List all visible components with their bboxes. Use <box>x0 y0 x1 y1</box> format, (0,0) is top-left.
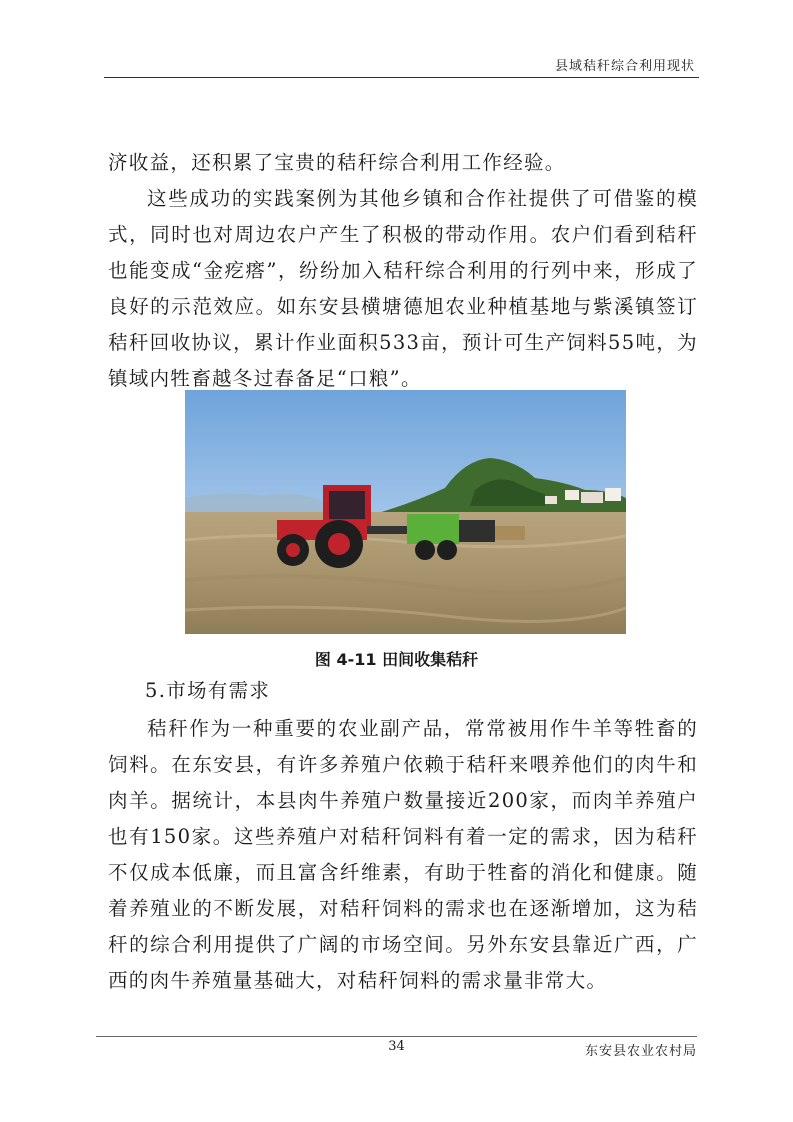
distant-hills <box>185 493 325 514</box>
village-house-3 <box>605 488 621 501</box>
straw-bale <box>495 526 525 540</box>
village-house-1 <box>565 490 579 500</box>
baler-body <box>407 514 459 544</box>
footer-organization: 东安县农业农村局 <box>584 1044 697 1059</box>
figure-caption: 图 4-11 田间收集秸秆 <box>314 650 479 669</box>
field-straw-baling-photo <box>185 390 626 634</box>
tractor-hitch <box>367 526 407 534</box>
body-paragraph-2: 这些成功的实践案例为其他乡镇和合作社提供了可借鉴的模式，同时也对周边农户产生了积极的带动作用。农户们看到秸秆也能变成“金疙瘩”，纷纷加入秸秆综合利用的行列中来，形成了良好的示范效应。如东安县横塘德旭农业种植基地与紫溪镇签订秸秆回收协议，累计作业面积533亩，预计可生产饲料55吨，为镇域内牲畜越冬过春备足“口粮”。 <box>108 187 698 390</box>
village-house-4 <box>545 496 557 504</box>
baler-wheel <box>415 540 435 560</box>
photo-illustration <box>185 390 626 634</box>
running-header-title: 县域秸秆综合利用现状 <box>554 59 695 74</box>
section-heading: 5.市场有需求 <box>145 679 271 702</box>
header-divider <box>104 77 699 78</box>
body-paragraph-1: 济收益，还积累了宝贵的秸秆综合利用工作经验。 <box>108 151 566 174</box>
page-number: 34 <box>388 1039 405 1054</box>
body-paragraph-3: 秸秆作为一种重要的农业副产品，常常被用作牛羊等牲畜的饲料。在东安县，有许多养殖户依赖于秸秆来喂养他们的肉牛和肉羊。据统计，本县肉牛养殖户数量接近200家，而肉羊养殖户也有150家。这些养殖户对秸秆饲料有着一定的需求，因为秸秆不仅成本低廉，而且富含纤维素，有助于牲畜的消化和健康。随着养殖业的不断发展，对秸秆饲料的需求也在逐渐增加，这为秸秆的综合利用提供了广阔的市场空间。另外东安县靠近广西，广西的肉牛养殖量基础大，对秸秆饲料的需求量非常大。 <box>108 717 698 992</box>
footer-divider <box>96 1036 697 1037</box>
baler-chute <box>459 520 495 542</box>
baler-wheel-2 <box>437 540 457 560</box>
village-house-2 <box>581 492 603 503</box>
